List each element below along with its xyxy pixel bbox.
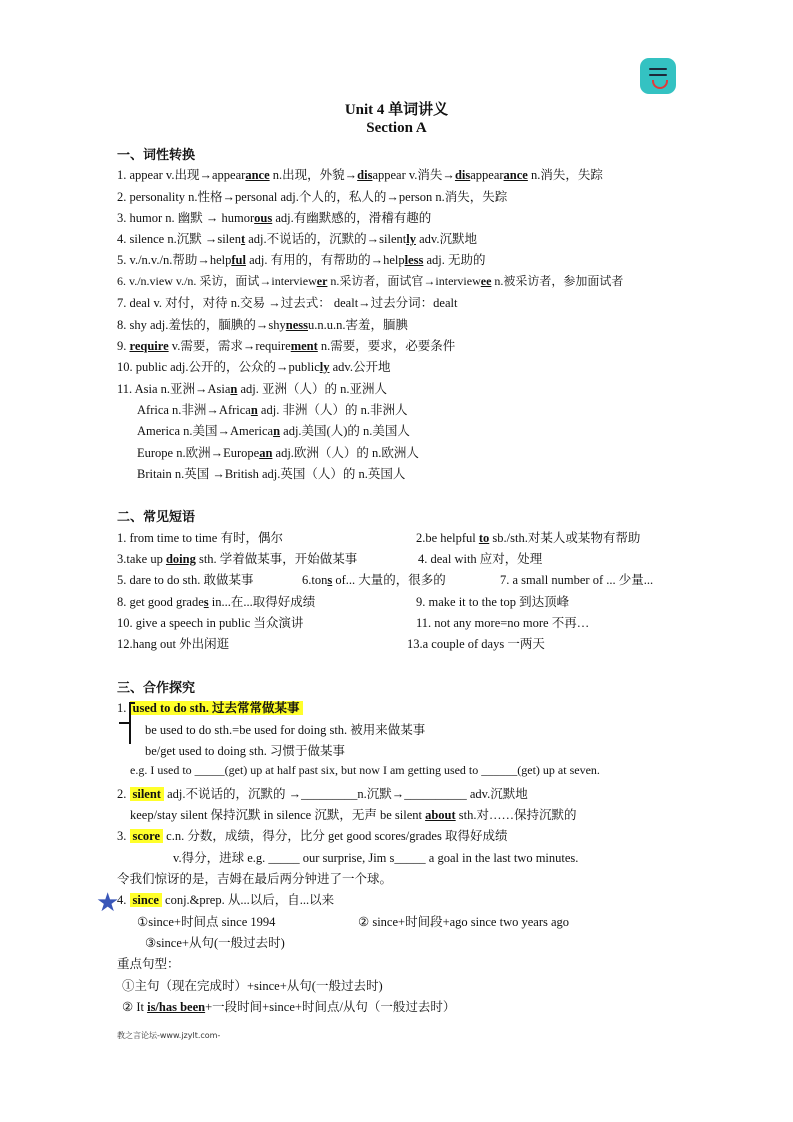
sec1-item-10: 10. public adj.公开的，公众的→publicly adv.公开地	[117, 360, 391, 374]
sec3-item-4-line-3: ③since+从句(一般过去时)	[145, 936, 285, 950]
sec1-item-britain: Britain n.英国 →British adj.英国（人）的 n.英国人	[137, 467, 406, 481]
phrase-3: 3.take up doing sth. 学着做某事，开始做某事	[117, 552, 358, 566]
sec1-item-6: 6. v./n.view v./n. 采访，面试→interviewer n.采访者，面试官→interviewee n.被采访者，参加面试者	[117, 274, 624, 288]
sec1-item-africa: Africa n.非洲→African adj. 非洲（人）的 n.非洲人	[137, 403, 408, 417]
sec3-heading: 三、合作探究	[117, 680, 196, 695]
phrase-6: 6.tons of... 大量的，很多的	[302, 573, 446, 587]
sec1-item-1: 1. appear v.出现→appearance n.出现，外貌→disappear v.消失→disappearance n.消失，失踪	[117, 168, 603, 182]
phrase-9: 9. make it to the top 到达顶峰	[416, 595, 570, 609]
page-subtitle: Section A	[366, 120, 427, 136]
phrase-13: 13.a couple of days 一两天	[407, 637, 545, 651]
sec3-item-4-line-2a: ①since+时间点 since 1994	[137, 915, 276, 929]
phrase-7: 7. a small number of ... 少量...	[500, 573, 654, 587]
sec3-item-1-line-2: be used to do sth.=be used for doing sth. 被用来做某事	[145, 723, 426, 737]
sec1-item-europe: Europe n.欧洲→European adj.欧洲（人）的 n.欧洲人	[137, 446, 419, 460]
phrase-10: 10. give a speech in public 当众演讲	[117, 616, 304, 630]
footer-source: 教之言论坛-www.jzylt.com-	[117, 1031, 221, 1040]
app-logo-icon	[640, 58, 676, 94]
sec1-item-9: 9. require v.需要，需求→requirement n.需要，要求，必要条件	[117, 339, 456, 353]
page-title: Unit 4 单词讲义	[344, 102, 449, 118]
sec1-item-11: 11. Asia n.亚洲→Asian adj. 亚洲（人）的 n.亚洲人	[117, 382, 388, 396]
star-icon: ★	[96, 888, 120, 917]
sec3-item-4-line-2b: ② since+时间段+ago since two years ago	[358, 915, 570, 929]
sec3-item-2-line-2: keep/stay silent 保持沉默 in silence 沉默，无声 be silent about sth.对……保持沉默的	[130, 808, 577, 822]
phrase-1: 1. from time to time 有时，偶尔	[117, 531, 283, 545]
sec3-item-2: 2. silent adj.不说话的，沉默的 →_________n.沉默→__________ adv.沉默地	[117, 787, 528, 801]
sec1-item-4: 4. silence n.沉默 →silent adj.不说话的，沉默的→silently adv.沉默地	[117, 232, 477, 246]
brace-bracket	[129, 702, 139, 744]
key-sentence-2: ② It is/has been+一段时间+since+时间点/从句（一般过去时）	[122, 1000, 456, 1014]
key-sentence-heading: 重点句型：	[117, 957, 180, 971]
sec3-item-3: 3. score c.n. 分数，成绩，得分，比分 get good scores/grades 取得好成绩	[117, 829, 508, 843]
sec3-item-3-line-2: v.得分，进球 e.g. _____ our surprise, Jim s_____ a goal in the last two minutes.	[173, 851, 579, 865]
sec3-item-1-example: e.g. I used to _____(get) up at half past six, but now I am getting used to ______(get) up at seven.	[130, 763, 600, 777]
sec2-heading: 二、常见短语	[117, 509, 196, 524]
sec1-item-7: 7. deal v. 对付，对待 n.交易 →过去式： dealt→过去分词：dealt	[117, 296, 458, 310]
sec1-heading: 一、词性转换	[117, 147, 196, 162]
sec1-item-5: 5. v./n.v./n.帮助→helpful adj. 有用的，有帮助的→helpless adj. 无助的	[117, 253, 486, 267]
sec1-item-america: America n.美国→American adj.美国(人)的 n.美国人	[137, 424, 410, 438]
sec1-item-3: 3. humor n. 幽默 → humorous adj.有幽默感的，滑稽有趣的	[117, 211, 432, 225]
key-sentence-1: ①主句（现在完成时）+since+从句(一般过去时)	[122, 979, 383, 993]
phrase-11: 11. not any more=no more 不再…	[416, 616, 590, 630]
phrase-12: 12.hang out 外出闲逛	[117, 637, 230, 651]
sec1-item-8: 8. shy adj.羞怯的，腼腆的→shynessu.n.u.n.害羞，腼腆	[117, 318, 409, 332]
phrase-4: 4. deal with 应对，处理	[418, 552, 543, 566]
sec3-item-1-line-3: be/get used to doing sth. 习惯于做某事	[145, 744, 345, 758]
phrase-8: 8. get good grades in...在...取得好成绩	[117, 595, 316, 609]
sec3-item-3-line-3: 令我们惊讶的是，吉姆在最后两分钟进了一个球。	[117, 872, 393, 886]
sec3-item-1: 1. used to do sth. 过去常常做某事	[117, 698, 303, 716]
sec1-item-2: 2. personality n.性格→personal adj.个人的，私人的→person n.消失，失踪	[117, 190, 508, 204]
sec3-item-4: 4. since conj.&prep. 从...以后，自...以来	[117, 893, 335, 907]
phrase-5: 5. dare to do sth. 敢做某事	[117, 573, 254, 587]
phrase-2: 2.be helpful to sb./sth.对某人或某物有帮助	[416, 531, 641, 545]
